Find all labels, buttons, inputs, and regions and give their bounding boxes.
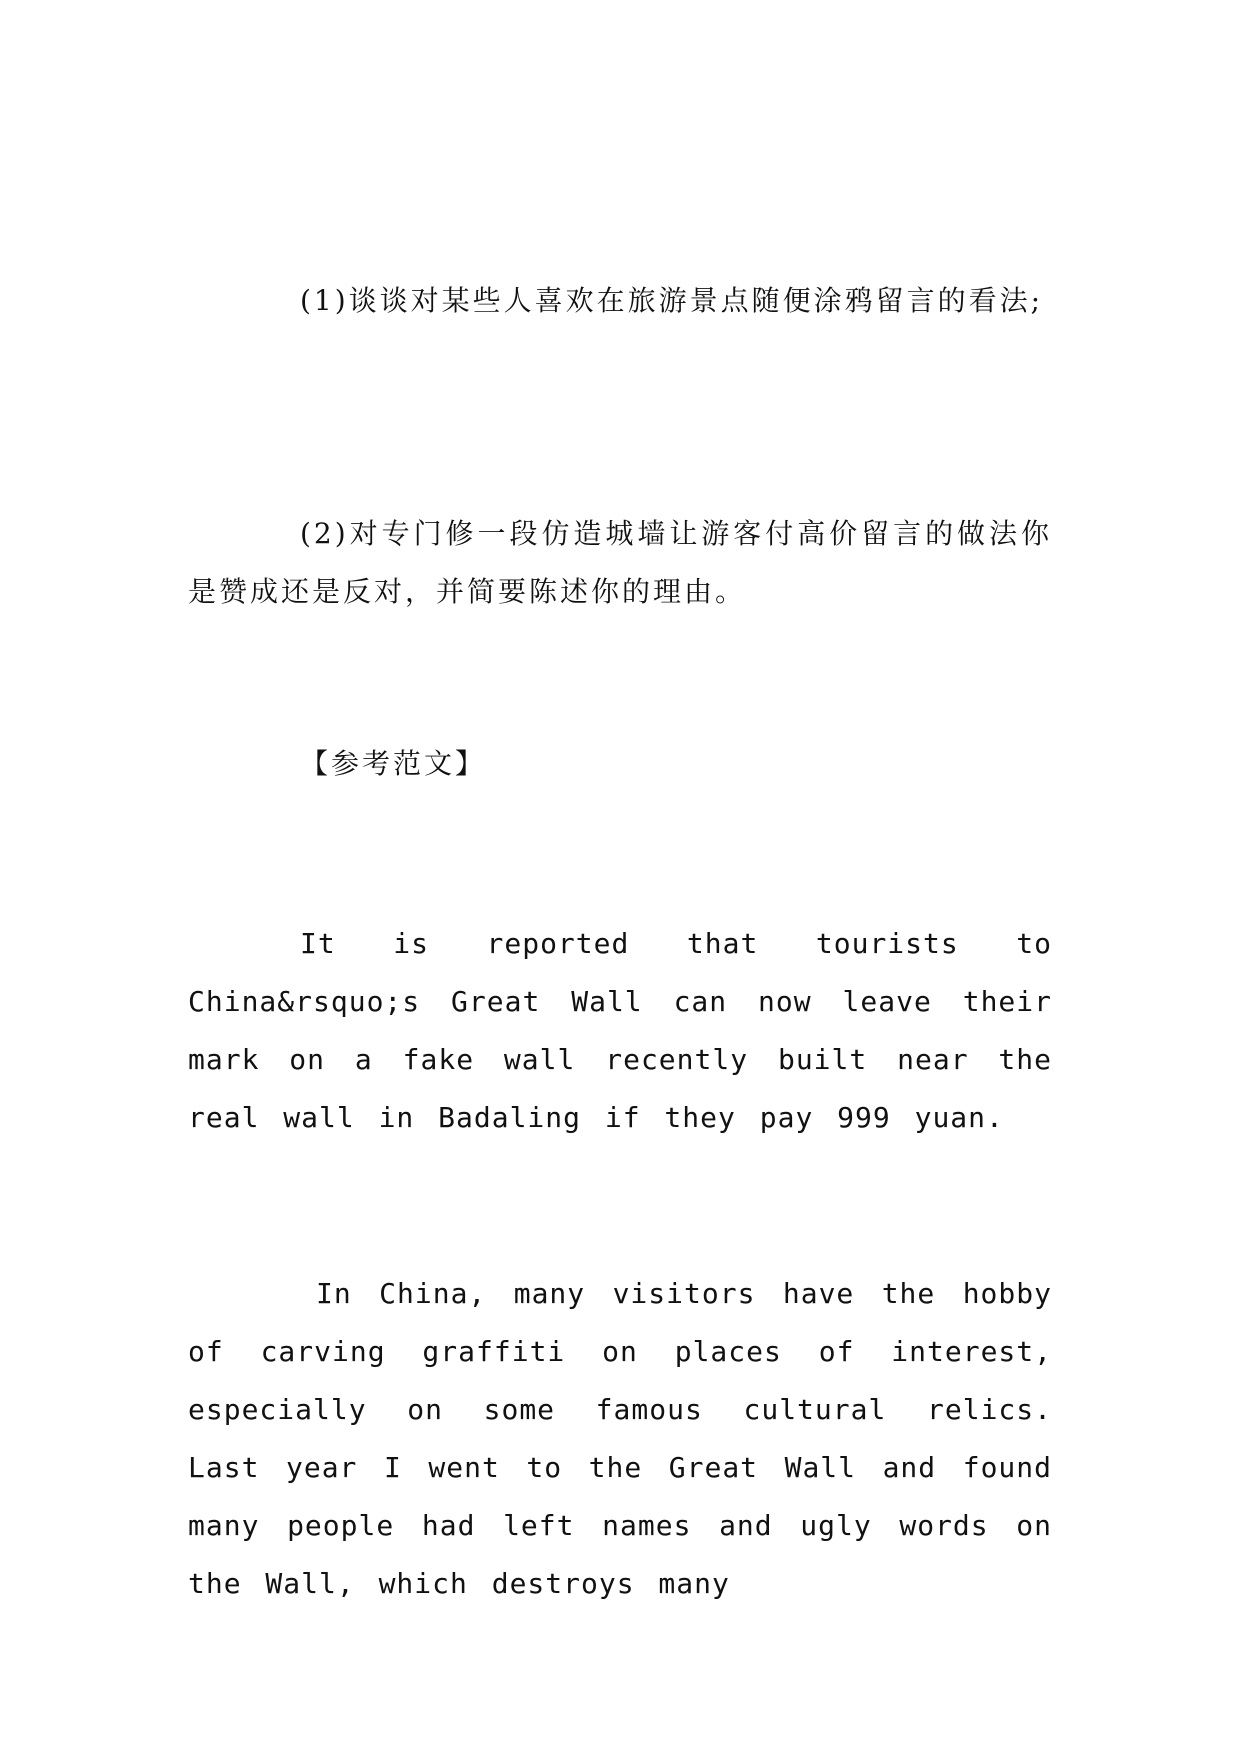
essay-paragraph-1: It is reported that tourists to China&rsquo;s Great Wall can now leave their mark on a fake wall recently built near the real wall in Badaling if they pay 999 yuan. [188,927,1052,1134]
question-2-text: (2)对专门修一段仿造城墙让游客付高价留言的做法你是赞成还是反对，并简要陈述你的理由。 [188,517,1052,608]
question-1-text: (1)谈谈对某些人喜欢在旅游景点随便涂鸦留言的看法; [300,284,1044,317]
reference-heading: 【参考范文】 [300,747,487,780]
essay-paragraph-2: In China, many visitors have the hobby of carving graffiti on places of interest, especially on some famous cultural relics. Last year I went to the Great Wall and found many people had left names and ugly words on the Wall, which destroys many [188,1277,1052,1600]
